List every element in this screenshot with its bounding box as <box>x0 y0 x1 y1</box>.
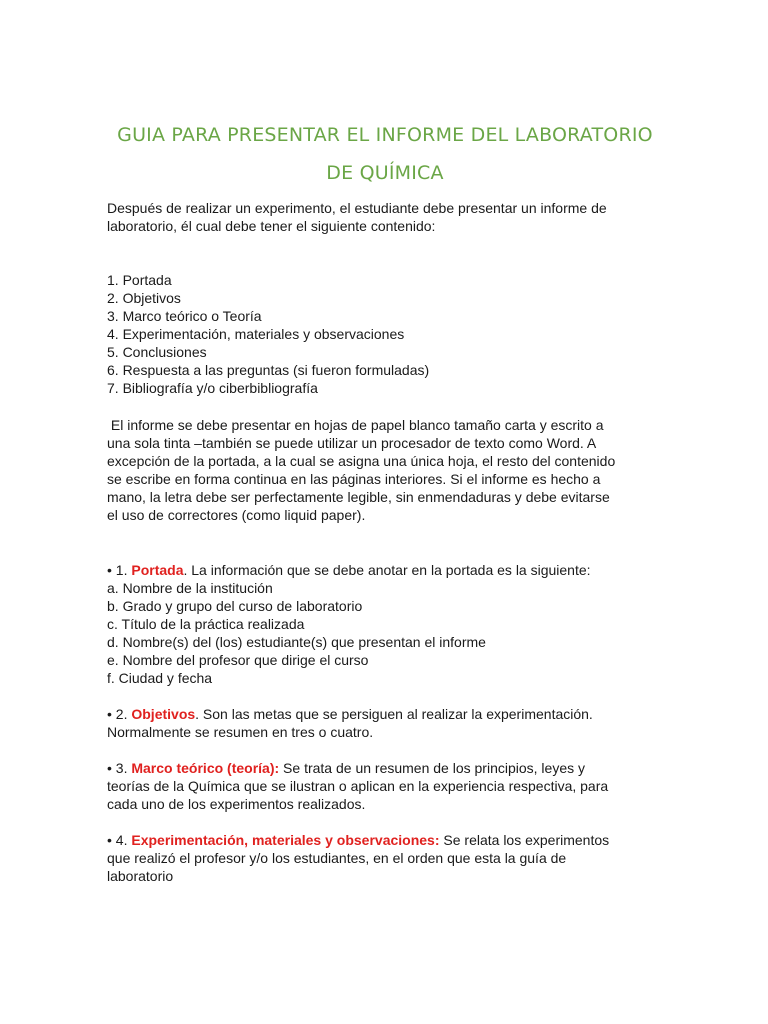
paragraph-line: El informe se debe presentar en hojas de papel blanco tamaño carta y escrito a <box>107 417 604 433</box>
section-text: cada uno de los experimentos realizados. <box>107 796 366 812</box>
list-item: c. Título de la práctica realizada <box>107 616 305 632</box>
list-item: 5. Conclusiones <box>107 344 207 360</box>
format-paragraph <box>107 416 667 524</box>
document-title <box>90 116 680 192</box>
section-text: laboratorio <box>107 868 174 884</box>
document-body <box>107 199 667 885</box>
intro-line: laboratorio, él cual debe tener el siguiente contenido: <box>107 218 436 234</box>
paragraph-line: una sola tinta –también se puede utilizar un procesador de texto como Word. A <box>107 435 597 451</box>
list-item: d. Nombre(s) del (los) estudiante(s) que presentan el informe <box>107 634 486 650</box>
list-item: 7. Bibliografía y/o ciberbibliografía <box>107 380 318 396</box>
section-text: . La información que se debe anotar en la portada es la siguiente: <box>183 562 591 578</box>
section-text: Se trata de un resumen de los principios, leyes y <box>279 760 585 776</box>
section-text: teorías de la Química que se ilustran o aplican en la experiencia respectiva, para <box>107 778 609 794</box>
bullet-prefix: • 4. <box>107 832 132 848</box>
list-item: 4. Experimentación, materiales y observaciones <box>107 326 405 342</box>
title-line-1: GUIA PARA PRESENTAR EL INFORME DEL LABORATORIO <box>117 124 653 146</box>
intro-line: Después de realizar un experimento, el estudiante debe presentar un informe de <box>107 200 607 216</box>
list-item: a. Nombre de la institución <box>107 580 273 596</box>
contents-list <box>107 271 667 397</box>
section-heading-experimentacion: Experimentación, materiales y observaciones: <box>131 832 440 848</box>
list-item: 2. Objetivos <box>107 290 181 306</box>
bullet-prefix: • 2. <box>107 706 132 722</box>
section-heading-objetivos: Objetivos <box>131 706 196 722</box>
paragraph-line: el uso de correctores (como liquid paper). <box>107 507 366 523</box>
section-heading-portada: Portada <box>131 562 184 578</box>
paragraph-line: excepción de la portada, a la cual se asigna una única hoja, el resto del contenido <box>107 453 616 469</box>
list-item: 1. Portada <box>107 272 172 288</box>
bullet-prefix: • 1. <box>107 562 132 578</box>
section-objetivos <box>107 705 667 741</box>
paragraph-line: mano, la letra debe ser perfectamente legible, sin enmendaduras y debe evitarse <box>107 489 610 505</box>
list-item: 6. Respuesta a las preguntas (si fueron formuladas) <box>107 362 430 378</box>
list-item: f. Ciudad y fecha <box>107 670 213 686</box>
bullet-prefix: • 3. <box>107 760 132 776</box>
section-portada <box>107 561 667 687</box>
section-text: Normalmente se resumen en tres o cuatro. <box>107 724 374 740</box>
section-marco-teorico <box>107 759 667 813</box>
list-item: b. Grado y grupo del curso de laboratorio <box>107 598 363 614</box>
list-item: 3. Marco teórico o Teoría <box>107 308 262 324</box>
title-line-2: DE QUÍMICA <box>326 162 444 184</box>
paragraph-line: se escribe en forma continua en las páginas interiores. Si el informe es hecho a <box>107 471 601 487</box>
list-item: e. Nombre del profesor que dirige el curso <box>107 652 369 668</box>
section-heading-marco-teorico: Marco teórico (teoría): <box>131 760 280 776</box>
section-experimentacion <box>107 831 667 885</box>
section-text: que realizó el profesor y/o los estudiantes, en el orden que esta la guía de <box>107 850 567 866</box>
section-text: . Son las metas que se persiguen al realizar la experimentación. <box>195 706 593 722</box>
section-text: Se relata los experimentos <box>439 832 610 848</box>
